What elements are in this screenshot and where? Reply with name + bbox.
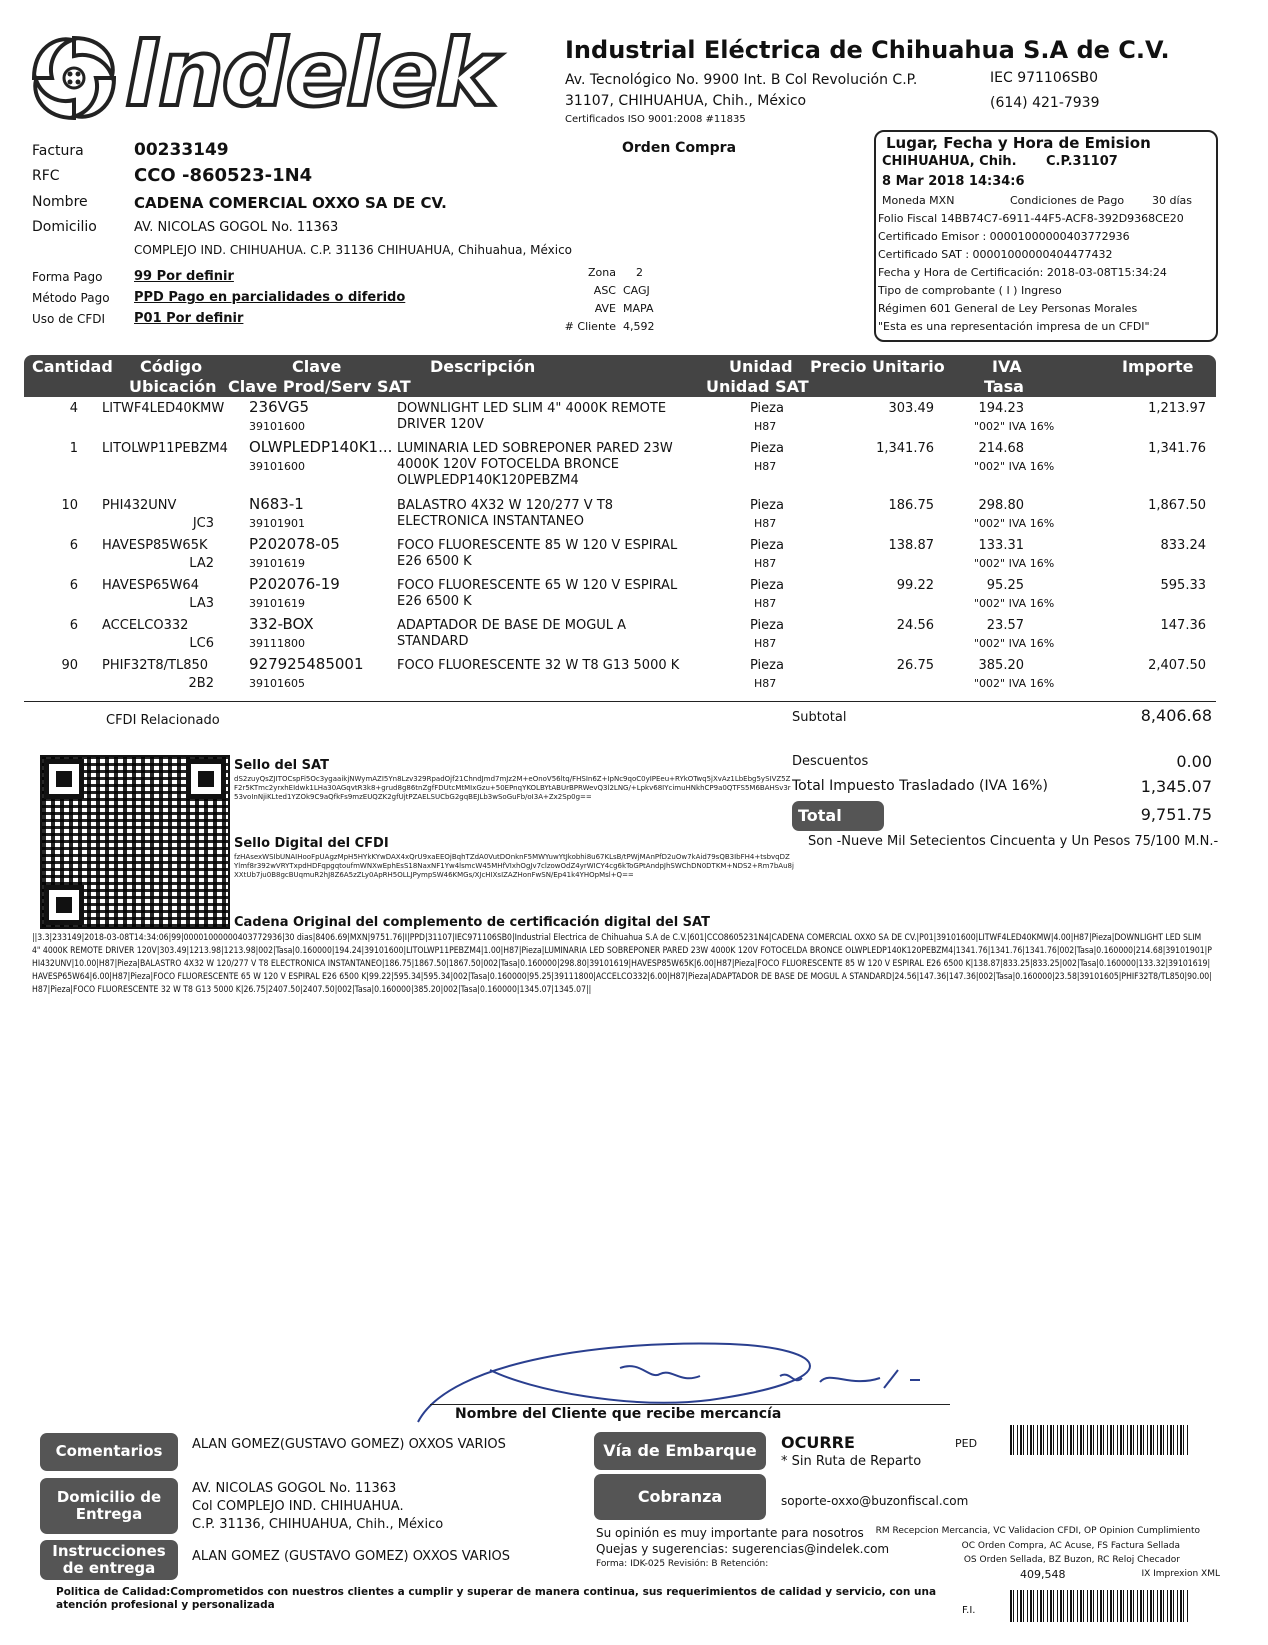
item-unit-price: 303.49 xyxy=(888,401,934,416)
total-value: 9,751.75 xyxy=(1140,805,1212,824)
total-in-words: Son -Nueve Mil Setecientos Cincuenta y Un Pesos 75/100 M.N.- xyxy=(808,834,1219,849)
item-code: PHIF32T8/TL850 xyxy=(102,658,209,673)
col-ubicacion: Ubicación xyxy=(129,377,217,396)
item-sat-code: 39101600 xyxy=(249,420,305,433)
emision-title: Lugar, Fecha y Hora de Emision xyxy=(886,134,1151,152)
col-tasa: Tasa xyxy=(984,377,1024,396)
item-description-1: DOWNLIGHT LED SLIM 4" 4000K REMOTE xyxy=(397,401,667,416)
item-unit: Pieza xyxy=(750,401,784,416)
item-description-2: E26 6500 K xyxy=(397,554,472,569)
item-description-2: 4000K 120V FOTOCELDA BRONCE xyxy=(397,457,620,472)
item-amount: 147.36 xyxy=(1160,618,1206,633)
order-label: Orden Compra xyxy=(622,140,737,156)
item-description-2: E26 6500 K xyxy=(397,594,472,609)
item-unit-price: 186.75 xyxy=(888,498,934,513)
item-sat-code: 39101600 xyxy=(249,460,305,473)
certificado-emisor: Certificado Emisor : 00001000000403772936 xyxy=(878,230,1130,243)
cobranza-value: soporte-oxxo@buzonfiscal.com xyxy=(781,1494,969,1508)
company-logo xyxy=(26,20,496,138)
item-unit: Pieza xyxy=(750,618,784,633)
item-code: HAVESP85W65K xyxy=(102,538,208,553)
nombre-label: Nombre xyxy=(32,194,88,210)
item-iva: 95.25 xyxy=(986,578,1024,593)
total-label-text: Total xyxy=(798,805,842,825)
ave-label: AVE xyxy=(594,302,616,315)
tipo-comprobante: Tipo de comprobante ( I ) Ingreso xyxy=(878,284,1062,297)
asc-label: ASC xyxy=(593,284,616,297)
item-amount: 1,867.50 xyxy=(1148,498,1206,513)
sello-cfdi-text: fzHAsexWSIbUNAIHooFpUAgzMpH5HYkKYwDAX4xQrU9xaEEOjBqhTZdA0VutDOnknF5MWYuwYtJkobhi8u67KLsB/tPWjMAnPfD2uOw7kAid79sQB3IbFH4+tsbvqDZYlmf8r392wVRYTxpdHDFqpgqtoufmWNXwEphEsS18NaxNF1Yw4lsmcW45MHfVIxhOgJv7clzowOdZ4yrWICY4cg6kToGPtAndpJhSWChDN0DTKM+NDS2+Rm7bAu8jXXtUb7ju0B8gcBUqmuR2hJ8Z6A5zZLy0ApRH5OLLJPympSW46KMGs/XJcHIXsIZAZHonFwSN/Ep41k4YHOpMsl+Q== xyxy=(234,853,794,879)
signature-line xyxy=(430,1404,950,1405)
col-descripcion: Descripción xyxy=(430,357,536,376)
item-key: P202078-05 xyxy=(249,535,340,553)
legend-number: 409,548 xyxy=(1020,1568,1066,1581)
item-tasa: "002" IVA 16% xyxy=(974,420,1055,433)
qr-code xyxy=(40,755,230,929)
item-sat-code: 39111800 xyxy=(249,637,305,650)
client-name: CADENA COMERCIAL OXXO SA DE CV. xyxy=(134,194,447,212)
descuentos-label: Descuentos xyxy=(792,754,869,769)
via-embarque-label xyxy=(594,1432,766,1470)
quality-policy: Politica de Calidad:Comprometidos con nuestros clientes a cumplir y superar de manera continua, sus requerimientos de calidad y servicio, con una atención profesional y personalizada xyxy=(56,1586,937,1611)
table-row xyxy=(24,535,1216,578)
item-description-1: ADAPTADOR DE BASE DE MOGUL A xyxy=(397,618,627,633)
legend-1: RM Recepcion Mercancia, VC Validacion CFDI, OP Opinion Cumplimiento xyxy=(875,1526,1200,1536)
emision-place: CHIHUAHUA, Chih. xyxy=(882,154,1017,169)
item-code: ACCELCO332 xyxy=(102,618,189,633)
item-sat-code: 39101901 xyxy=(249,517,305,530)
item-unit-sat: H87 xyxy=(754,460,777,473)
domicilio-entrega-label-text: Domicilio de Entrega xyxy=(56,1487,162,1523)
condiciones-dias: 30 días xyxy=(1152,194,1193,207)
moneda: Moneda MXN xyxy=(882,194,955,207)
legend-4: IX Imprexion XML xyxy=(1141,1569,1220,1579)
item-description-3: OLWPLEDP140K120PEBZM4 xyxy=(397,473,579,488)
company-phone: (614) 421-7939 xyxy=(990,95,1100,111)
impuesto-value: 1,345.07 xyxy=(1140,777,1212,796)
item-quantity: 4 xyxy=(69,401,78,416)
item-tasa: "002" IVA 16% xyxy=(974,557,1055,570)
table-row xyxy=(24,655,1216,698)
metodo-pago-label: Método Pago xyxy=(32,291,110,305)
col-clave-prod: Clave Prod/Serv SAT xyxy=(228,377,411,396)
comentarios-label xyxy=(40,1433,178,1471)
items-table-header xyxy=(24,355,1216,397)
client-rfc: CCO -860523-1N4 xyxy=(134,165,313,186)
item-unit-price: 138.87 xyxy=(888,538,934,553)
col-unidad-sat: Unidad SAT xyxy=(706,377,809,396)
item-quantity: 10 xyxy=(61,498,78,513)
instrucciones-label xyxy=(40,1540,178,1580)
item-quantity: 90 xyxy=(61,658,78,673)
item-iva: 298.80 xyxy=(978,498,1024,513)
item-key: OLWPLEDP140K1... xyxy=(249,438,393,456)
item-unit: Pieza xyxy=(750,658,784,673)
comentarios-label-text: Comentarios xyxy=(55,1442,163,1461)
item-tasa: "002" IVA 16% xyxy=(974,597,1055,610)
col-unidad: Unidad xyxy=(729,357,793,376)
sello-sat-title: Sello del SAT xyxy=(234,758,329,773)
fi-label: F.I. xyxy=(962,1605,976,1616)
company-address-2: 31107, CHIHUAHUA, Chih., México xyxy=(565,93,807,109)
item-amount: 833.24 xyxy=(1160,538,1206,553)
instrucciones-value: ALAN GOMEZ (GUSTAVO GOMEZ) OXXOS VARIOS xyxy=(192,1549,511,1564)
item-unit: Pieza xyxy=(750,578,784,593)
item-quantity: 6 xyxy=(69,538,78,553)
logo-wordmark: Indelek xyxy=(126,20,496,127)
col-clave: Clave xyxy=(292,357,342,376)
certificado-sat: Certificado SAT : 00001000000404477432 xyxy=(878,248,1113,261)
item-unit-sat: H87 xyxy=(754,637,777,650)
qr-finder-tr xyxy=(186,759,226,799)
total-label xyxy=(792,801,884,831)
uso-cfdi: P01 Por definir xyxy=(134,311,244,326)
item-location: 2B2 xyxy=(188,676,214,691)
zona-label: Zona xyxy=(588,266,616,279)
item-iva: 23.57 xyxy=(986,618,1024,633)
item-unit-sat: H87 xyxy=(754,557,777,570)
item-sat-code: 39101605 xyxy=(249,677,305,690)
item-key: N683-1 xyxy=(249,495,304,513)
item-unit-price: 24.56 xyxy=(896,618,934,633)
item-code: LITWF4LED40KMW xyxy=(102,401,225,416)
item-unit-sat: H87 xyxy=(754,517,777,530)
table-row xyxy=(24,438,1216,488)
table-row xyxy=(24,495,1216,538)
table-row xyxy=(24,575,1216,618)
domicilio-entrega-label xyxy=(40,1478,178,1534)
via-embarque-value: OCURRE xyxy=(781,1433,855,1452)
company-address-1: Av. Tecnológico No. 9900 Int. B Col Revolución C.P. xyxy=(565,72,918,88)
subtotal-label: Subtotal xyxy=(792,710,847,725)
item-code: PHI432UNV xyxy=(102,498,177,513)
col-codigo: Código xyxy=(140,357,203,376)
item-description-2: STANDARD xyxy=(397,634,469,649)
forma-revision: Forma: IDK-025 Revisión: B Retención: xyxy=(596,1559,769,1569)
zona-value: 2 xyxy=(636,266,643,279)
item-unit-sat: H87 xyxy=(754,677,777,690)
item-description-2: DRIVER 120V xyxy=(397,417,484,432)
item-description-1: FOCO FLUORESCENTE 32 W T8 G13 5000 K xyxy=(397,658,680,673)
instrucciones-label-text: Instrucciones de entrega xyxy=(52,1541,166,1577)
item-description-1: LUMINARIA LED SOBREPONER PARED 23W xyxy=(397,441,673,456)
quejas-text: Quejas y sugerencias: sugerencias@indelek.com xyxy=(596,1542,890,1556)
emision-box xyxy=(874,130,1218,342)
factura-number: 00233149 xyxy=(134,140,229,160)
qr-finder-bl xyxy=(44,885,84,925)
item-location: LA2 xyxy=(189,556,214,571)
item-unit-price: 99.22 xyxy=(896,578,934,593)
col-importe: Importe xyxy=(1122,357,1194,376)
emision-date: 8 Mar 2018 14:34:6 xyxy=(882,174,1025,189)
item-unit-price: 1,341.76 xyxy=(876,441,934,456)
cadena-original: ||3.3|233149|2018-03-08T14:34:06|99|00001000000403772936|30 dias|8406.69|MXN|9751.76|I|PPD|31107|IEC971106SB0|Industrial Electrica de Chihuahua S.A de C.V.|601|CCO8605231N4|CADENA COMERCIAL OXXO SA DE CV.|P01|39101600|LITWF4LED40KMW|4.00|H87|Pieza|DOWNLIGHT LED SLIM 4" 4000K REMOTE DRIVER 120V|303.49|1213.98|1213.98|002|Tasa|0.160000|194.24|39101600|LITOLWP11PEBZM4|1.00|H87|Pieza|LUMINARIA LED SOBREPONER PARED 23W 4000K 120V FOTOCELDA BRONCE OLWPLEDP140K120PEBZM4|1341.76|1341.76|1341.76|002|Tasa|0.160000|214.68|39101901|PHI432UNV|10.00|H87|Pieza|BALASTRO 4X32 W 120/277 V T8 ELECTRONICA INSTANTANEO|186.75|1867.50|1867.50|002|Tasa|0.160000|298.80|39101619|HAVESP85W65K|6.00|H87|Pieza|FOCO FLUORESCENTE 85 W 120 V ESPIRAL E26 6500 K|138.87|833.25|833.25|002|Tasa|0.160000|133.32|39101619|HAVESP65W64|6.00|H87|Pieza|FOCO FLUORESCENTE 65 W 120 V ESPIRAL E26 6500 K|99.22|595.34|595.34|002|Tasa|0.160000|95.25|39111800|ACCELCO332|6.00|H87|Pieza|ADAPTADOR DE BASE DE MOGUL A STANDARD|24.56|147.36|147.36|002|Tasa|0.160000|23.58|39101605|PHIF32T8/TL850|90.00|H87|Pieza|FOCO FLUORESCENTE 32 W T8 G13 5000 K|26.75|2407.50|2407.50|002|Tasa|0.160000|385.20|002|Tasa|0.160000|1345.07|1345.07|| xyxy=(32,933,1212,995)
legend-2: OC Orden Compra, AC Acuse, FS Factura Sellada xyxy=(961,1541,1180,1551)
ave-value: MAPA xyxy=(623,302,654,315)
item-key: 236VG5 xyxy=(249,398,310,416)
domicilio-entrega-2: Col COMPLEJO IND. CHIHUAHUA. xyxy=(192,1499,404,1514)
item-description-2: ELECTRONICA INSTANTANEO xyxy=(397,514,584,529)
item-quantity: 6 xyxy=(69,618,78,633)
metodo-pago: PPD Pago en parcialidades o diferido xyxy=(134,290,406,305)
rfc-label: RFC xyxy=(32,168,60,184)
domicilio-entrega-1: AV. NICOLAS GOGOL No. 11363 xyxy=(192,1481,397,1496)
item-unit: Pieza xyxy=(750,441,784,456)
item-location: LA3 xyxy=(189,596,214,611)
item-iva: 194.23 xyxy=(978,401,1024,416)
item-amount: 595.33 xyxy=(1160,578,1206,593)
ped-label: PED xyxy=(955,1437,978,1450)
client-address-1: AV. NICOLAS GOGOL No. 11363 xyxy=(134,220,339,235)
via-embarque-note: * Sin Ruta de Reparto xyxy=(781,1454,922,1469)
table-row xyxy=(24,615,1216,658)
item-tasa: "002" IVA 16% xyxy=(974,460,1055,473)
item-location: JC3 xyxy=(192,516,214,531)
impuesto-label: Total Impuesto Trasladado (IVA 16%) xyxy=(792,778,1048,794)
item-description-1: BALASTRO 4X32 W 120/277 V T8 xyxy=(397,498,614,513)
item-unit-price: 26.75 xyxy=(896,658,934,673)
cfdi-relacionado: CFDI Relacionado xyxy=(106,713,220,728)
cliente-value: 4,592 xyxy=(623,320,655,333)
cobranza-label-text: Cobranza xyxy=(637,1486,723,1506)
domicilio-label: Domicilio xyxy=(32,219,97,235)
cobranza-label xyxy=(594,1474,766,1520)
item-sat-code: 39101619 xyxy=(249,597,305,610)
domicilio-entrega-3: C.P. 31136, CHIHUAHUA, Chih., México xyxy=(192,1517,444,1532)
subtotal-value: 8,406.68 xyxy=(1140,706,1212,725)
table-row xyxy=(24,398,1216,441)
item-code: LITOLWP11PEBZM4 xyxy=(102,441,228,456)
item-code: HAVESP65W64 xyxy=(102,578,199,593)
swirl-logo-icon xyxy=(26,30,122,126)
item-amount: 1,213.97 xyxy=(1148,401,1206,416)
item-amount: 2,407.50 xyxy=(1148,658,1206,673)
company-rfc: IEC 971106SB0 xyxy=(990,70,1099,86)
cadena-title: Cadena Original del complemento de certificación digital del SAT xyxy=(234,915,710,930)
item-description-1: FOCO FLUORESCENTE 65 W 120 V ESPIRAL xyxy=(397,578,678,593)
col-iva: IVA xyxy=(992,357,1022,376)
col-precio: Precio Unitario xyxy=(810,357,945,376)
fecha-certificacion: Fecha y Hora de Certificación: 2018-03-08T15:34:24 xyxy=(878,266,1167,279)
item-unit-sat: H87 xyxy=(754,597,777,610)
barcode-bottom xyxy=(1010,1590,1190,1622)
item-tasa: "002" IVA 16% xyxy=(974,637,1055,650)
item-description-1: FOCO FLUORESCENTE 85 W 120 V ESPIRAL xyxy=(397,538,678,553)
company-name: Industrial Eléctrica de Chihuahua S.A de C.V. xyxy=(565,36,1170,64)
cliente-label: # Cliente xyxy=(564,320,616,333)
item-key: P202076-19 xyxy=(249,575,340,593)
qr-finder-tl xyxy=(44,759,84,799)
item-amount: 1,341.76 xyxy=(1148,441,1206,456)
item-unit: Pieza xyxy=(750,498,784,513)
item-unit: Pieza xyxy=(750,538,784,553)
via-embarque-label-text: Vía de Embarque xyxy=(603,1440,757,1460)
item-iva: 385.20 xyxy=(978,658,1024,673)
descuentos-value: 0.00 xyxy=(1176,752,1212,771)
condiciones-label: Condiciones de Pago xyxy=(1010,194,1125,207)
legend-3: OS Orden Sellada, BZ Buzon, RC Reloj Checador xyxy=(963,1555,1180,1565)
col-cantidad: Cantidad xyxy=(32,357,113,376)
sello-sat-text: dS2zuyQsZJITOCspFi5Oc3ygaaikjNWymAZI5Yn8Lzv329RpadOjf21ChndJmd7mJz2M+eOnoV56ltq/FHSIn6Z+IpNc9qoC0yIPEeu+RYkOTwq5jXvAz1LbEbg5ySIVZ5ZF2r5KTmc2yrxhEIdwk1LHa30AGqvtR3k8+grud8g86tnZgfFDUtcMtMIxGzu+50EPnqYKOLBYtABUrBPRWevQ3l2LNG/+Lpkv68IYcimuHNkhCP9a0QTFS5M6BAHSv3r53voInNjiKLted1YZOk9C9aQfkFs9mzEUQZK2gfUjtPZAELSUCbG2gqBEJLb3wSoGuFb/oI3A+Zx2Sp0g== xyxy=(234,775,791,801)
item-iva: 133.31 xyxy=(978,538,1024,553)
factura-label: Factura xyxy=(32,143,84,159)
signature-label: Nombre del Cliente que recibe mercancía xyxy=(455,1406,782,1422)
asc-value: CAGJ xyxy=(623,284,650,297)
table-bottom-line xyxy=(24,701,1216,702)
company-cert: Certificados ISO 9001:2008 #11835 xyxy=(565,114,746,125)
item-quantity: 1 xyxy=(69,441,78,456)
emision-cp: C.P.31107 xyxy=(1046,154,1118,169)
cfdi-legend: "Esta es una representación impresa de un CFDI" xyxy=(878,320,1150,333)
signature-scribble xyxy=(410,1330,970,1440)
forma-pago: 99 Por definir xyxy=(134,269,234,284)
item-location: LC6 xyxy=(189,636,214,651)
regimen: Régimen 601 General de Ley Personas Morales xyxy=(878,302,1138,315)
item-tasa: "002" IVA 16% xyxy=(974,677,1055,690)
barcode-top xyxy=(1010,1425,1190,1455)
forma-pago-label: Forma Pago xyxy=(32,270,103,284)
item-unit-sat: H87 xyxy=(754,420,777,433)
comentarios-value: ALAN GOMEZ(GUSTAVO GOMEZ) OXXOS VARIOS xyxy=(192,1437,506,1452)
item-sat-code: 39101619 xyxy=(249,557,305,570)
item-tasa: "002" IVA 16% xyxy=(974,517,1055,530)
folio-fiscal: Folio Fiscal 14BB74C7-6911-44F5-ACF8-392D9368CE20 xyxy=(878,212,1184,225)
uso-cfdi-label: Uso de CFDI xyxy=(32,312,106,326)
item-key: 332-BOX xyxy=(249,615,314,633)
item-quantity: 6 xyxy=(69,578,78,593)
client-address-2: COMPLEJO IND. CHIHUAHUA. C.P. 31136 CHIHUAHUA, Chihuahua, México xyxy=(134,243,573,257)
sello-cfdi-title: Sello Digital del CFDI xyxy=(234,836,389,851)
item-key: 927925485001 xyxy=(249,655,364,673)
opinion-text: Su opinión es muy importante para nosotros xyxy=(596,1526,864,1540)
item-iva: 214.68 xyxy=(978,441,1024,456)
